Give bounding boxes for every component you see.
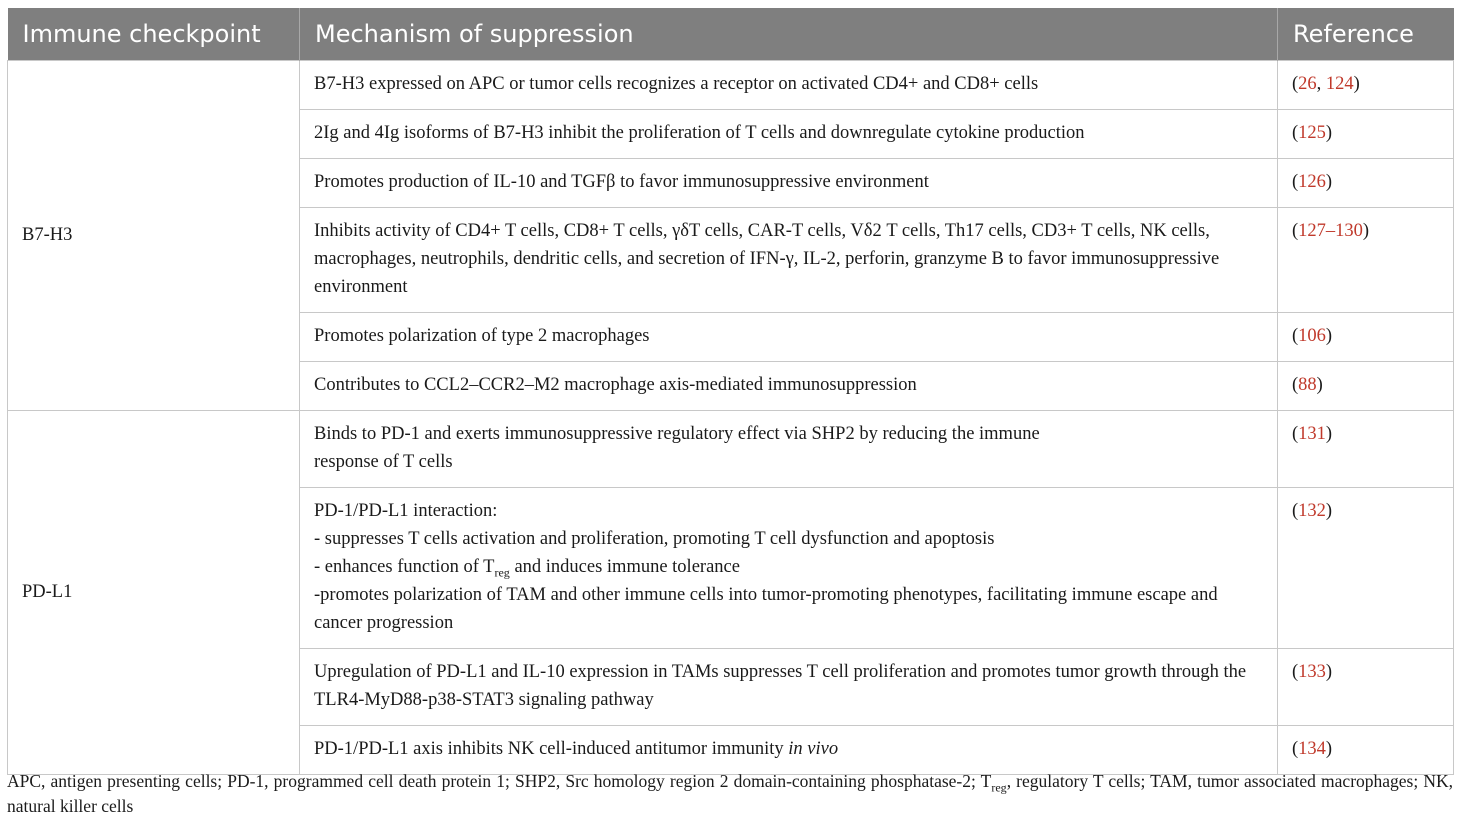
mechanism-cell: Inhibits activity of CD4+ T cells, CD8+ T cells, γδT cells, CAR-T cells, Vδ2 T cells, Th17 cells, CD3+ T cells, NK cells, macrophages, neutrophils, dendritic cells, and secretion of IFN-γ, IL-2, perforin, granzyme B to favor immunosuppressive environment <box>300 208 1278 313</box>
reference-cell <box>1278 61 1454 110</box>
ref-paren: ( <box>1292 123 1299 143</box>
ref-paren: ( <box>1292 375 1299 395</box>
ref-paren: ( <box>1292 739 1299 759</box>
mechanism-text: and induces immune tolerance <box>509 557 740 577</box>
reference-cell <box>1278 488 1454 649</box>
mechanism-text: PD-1/PD-L1 axis inhibits NK cell-induced antitumor immunity <box>314 739 789 759</box>
ref-paren: ) <box>1325 662 1333 682</box>
reference-link[interactable]: 106 <box>1298 326 1326 346</box>
reference-cell <box>1278 411 1454 488</box>
mechanism-line <box>314 553 1262 581</box>
mechanism-cell: Upregulation of PD-L1 and IL-10 expression in TAMs suppresses T cell proliferation and promotes tumor growth through the TLR4-MyD88-p38-STAT3 signaling pathway <box>300 649 1278 726</box>
ref-paren: ) <box>1353 74 1360 94</box>
ref-paren: ) <box>1362 221 1370 241</box>
checkpoint-table <box>7 8 1454 775</box>
reference-link[interactable]: 131 <box>1298 424 1326 444</box>
reference-cell <box>1278 110 1454 159</box>
reference-cell <box>1278 726 1454 775</box>
reference-cell <box>1278 313 1454 362</box>
mechanism-cell <box>300 488 1278 649</box>
mechanism-cell: Promotes production of IL-10 and TGFβ to favor immunosuppressive environment <box>300 159 1278 208</box>
ref-paren: ( <box>1292 172 1299 192</box>
footnote-text: APC, antigen presenting cells; PD-1, programmed cell death protein 1; SHP2, Src homology region 2 domain-containing phosphatase-2; T <box>7 771 992 791</box>
reference-link[interactable]: 88 <box>1298 375 1317 395</box>
reference-link[interactable]: 134 <box>1298 739 1326 759</box>
reference-link[interactable]: 125 <box>1298 123 1326 143</box>
mechanism-text: - enhances function of T <box>314 557 495 577</box>
ref-paren: ( <box>1292 221 1299 241</box>
footnote-text: , regulatory T cells; TAM, tumor associated macrophages; NK, natural killer cells <box>7 771 1453 816</box>
ref-paren: ( <box>1292 424 1299 444</box>
ref-paren: ) <box>1325 501 1333 521</box>
checkpoint-cell-b7h3: B7-H3 <box>8 61 300 411</box>
reference-link[interactable]: 26 <box>1298 74 1317 94</box>
ref-paren: ) <box>1325 739 1333 759</box>
header-mechanism: Mechanism of suppression <box>300 8 1278 61</box>
ref-paren: ) <box>1325 172 1333 192</box>
reference-cell <box>1278 208 1454 313</box>
reference-link[interactable]: 133 <box>1298 662 1326 682</box>
ref-paren: ( <box>1292 501 1299 521</box>
checkpoint-cell-pdl1: PD-L1 <box>8 411 300 775</box>
reference-link[interactable]: 127–130 <box>1298 221 1363 241</box>
subscript-reg: reg <box>494 565 510 580</box>
mechanism-line: PD-1/PD-L1 interaction: <box>314 501 498 521</box>
mechanism-cell: Promotes polarization of type 2 macrophages <box>300 313 1278 362</box>
mechanism-cell: Contributes to CCL2–CCR2–M2 macrophage axis-mediated immunosuppression <box>300 362 1278 411</box>
header-immune-checkpoint: Immune checkpoint <box>8 8 300 61</box>
header-reference: Reference <box>1278 8 1454 61</box>
ref-paren: ( <box>1292 326 1299 346</box>
mechanism-cell: Binds to PD-1 and exerts immunosuppressive regulatory effect via SHP2 by reducing the immune response of T cells <box>300 411 1278 488</box>
mechanism-cell: B7-H3 expressed on APC or tumor cells recognizes a receptor on activated CD4+ and CD8+ cells <box>300 61 1278 110</box>
table-row <box>8 411 1454 488</box>
ref-paren: ) <box>1325 326 1333 346</box>
ref-separator: , <box>1316 74 1326 94</box>
ref-paren: ( <box>1292 662 1299 682</box>
subscript-reg: reg <box>991 780 1007 795</box>
mechanism-cell <box>300 726 1278 775</box>
reference-cell <box>1278 362 1454 411</box>
ref-paren: ) <box>1316 375 1323 395</box>
ref-paren: ) <box>1325 123 1333 143</box>
table-row <box>8 61 1454 110</box>
mechanism-italic: in vivo <box>788 739 839 759</box>
reference-link[interactable]: 126 <box>1298 172 1326 192</box>
ref-paren: ( <box>1292 74 1299 94</box>
table-footnote <box>7 769 1453 819</box>
reference-cell <box>1278 649 1454 726</box>
mechanism-cell: 2Ig and 4Ig isoforms of B7-H3 inhibit the proliferation of T cells and downregulate cytokine production <box>300 110 1278 159</box>
table-header-row <box>8 8 1454 61</box>
mechanism-line: -promotes polarization of TAM and other immune cells into tumor-promoting phenotypes, facilitating immune escape and cancer progression <box>314 585 1218 633</box>
reference-link[interactable]: 132 <box>1298 501 1326 521</box>
reference-link[interactable]: 124 <box>1325 74 1354 94</box>
reference-cell <box>1278 159 1454 208</box>
mechanism-line: - suppresses T cells activation and proliferation, promoting T cell dysfunction and apoptosis <box>314 529 995 549</box>
ref-paren: ) <box>1325 424 1333 444</box>
